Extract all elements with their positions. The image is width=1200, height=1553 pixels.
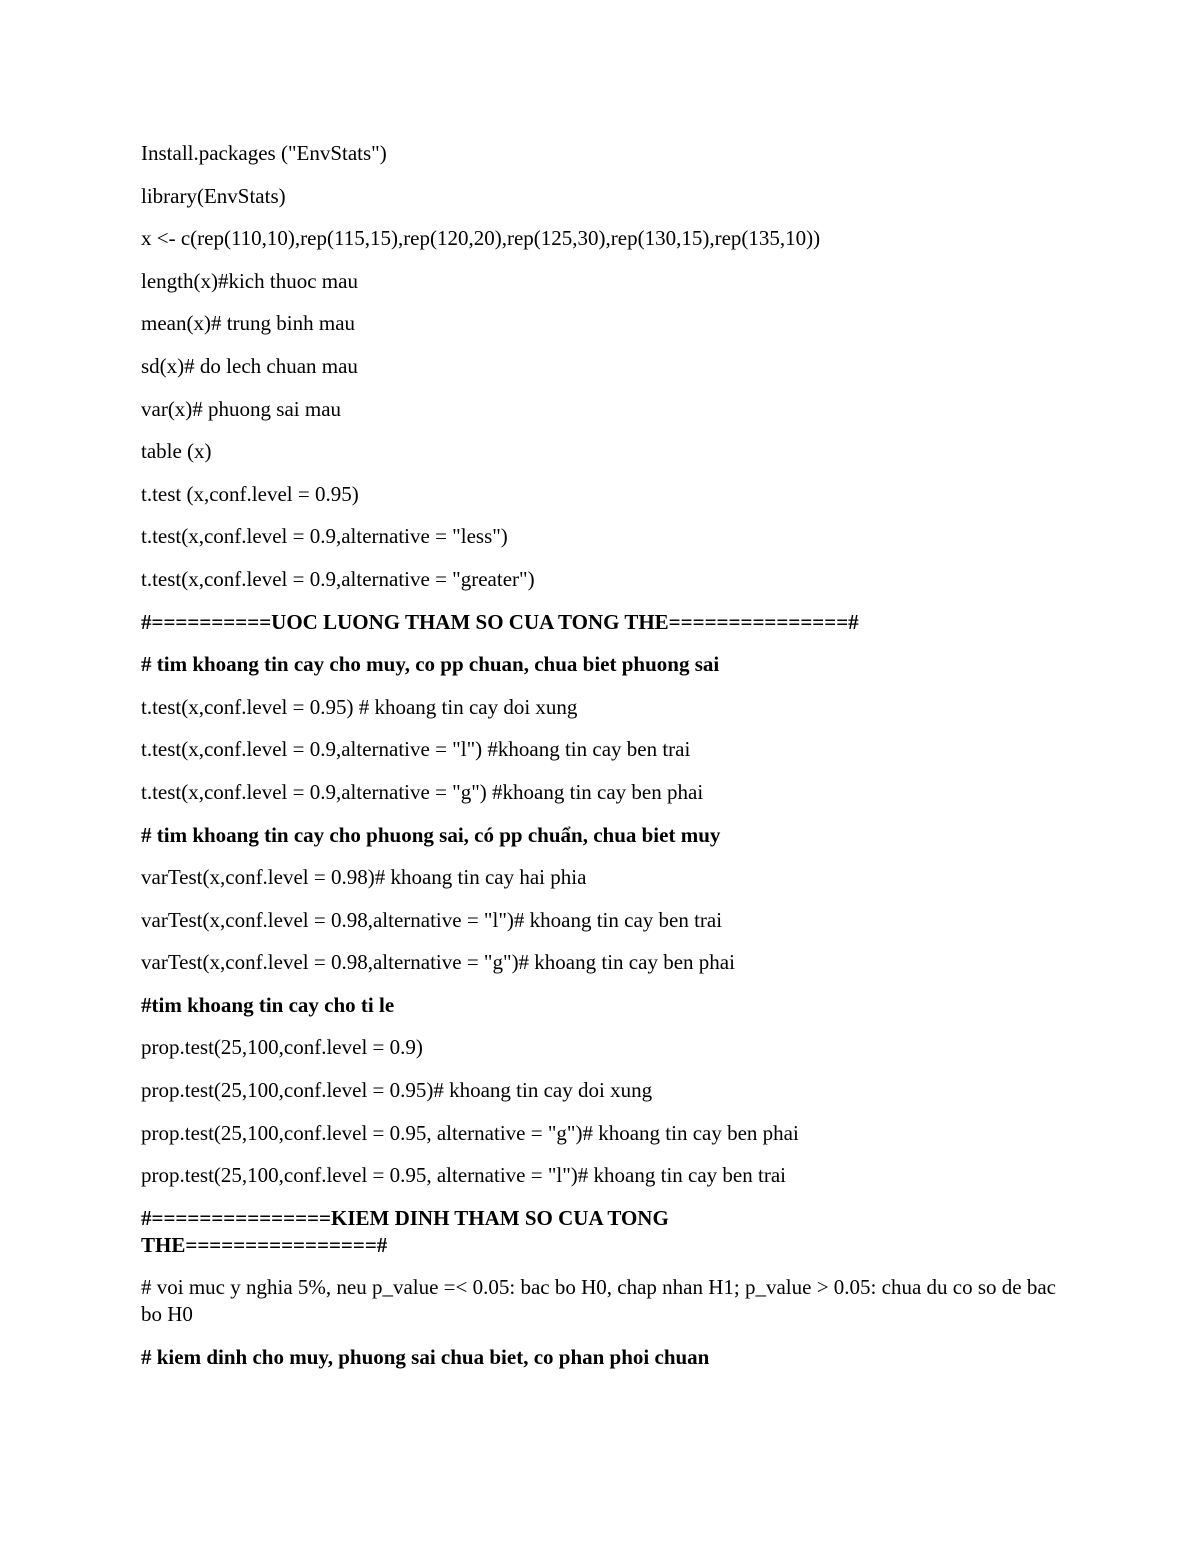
- code-line: prop.test(25,100,conf.level = 0.95, alternative = "g")# khoang tin cay ben phai: [141, 1120, 799, 1145]
- comment-heading: # kiem dinh cho muy, phuong sai chua biet, co phan phoi chuan: [141, 1345, 710, 1370]
- code-line: t.test(x,conf.level = 0.9,alternative = "less"): [141, 524, 508, 549]
- comment-line: # voi muc y nghia 5%, neu p_value =< 0.05: bac bo H0, chap nhan H1; p_value > 0.05: chua du co so de bac bo H0: [141, 1275, 1056, 1327]
- section-heading: #===============KIEM DINH THAM SO CUA TONG THE================#: [141, 1205, 669, 1257]
- code-line: sd(x)# do lech chuan mau: [141, 353, 358, 378]
- code-line: mean(x)# trung binh mau: [141, 311, 356, 336]
- code-line: varTest(x,conf.level = 0.98)# khoang tin cay hai phia: [141, 865, 587, 890]
- comment-heading: #tim khoang tin cay cho ti le: [141, 992, 395, 1017]
- code-line: var(x)# phuong sai mau: [141, 396, 342, 421]
- code-line: t.test(x,conf.level = 0.95) # khoang tin cay doi xung: [141, 694, 578, 719]
- code-line: table (x): [141, 439, 212, 464]
- code-line: prop.test(25,100,conf.level = 0.95, alternative = "l")# khoang tin cay ben trai: [141, 1163, 786, 1188]
- comment-heading: # tim khoang tin cay cho phuong sai, có pp chuẩn, chua biet muy: [141, 822, 721, 847]
- code-line: t.test(x,conf.level = 0.9,alternative = "greater"): [141, 566, 535, 591]
- code-line: library(EnvStats): [141, 183, 286, 208]
- document-body: [141, 140, 1061, 1387]
- code-line: length(x)#kich thuoc mau: [141, 268, 358, 293]
- code-line: prop.test(25,100,conf.level = 0.9): [141, 1035, 423, 1060]
- code-line: Install.packages ("EnvStats"): [141, 141, 387, 165]
- comment-heading: # tim khoang tin cay cho muy, co pp chuan, chua biet phuong sai: [141, 652, 720, 677]
- section-heading: #==========UOC LUONG THAM SO CUA TONG THE===============#: [141, 609, 859, 634]
- code-line: varTest(x,conf.level = 0.98,alternative = "l")# khoang tin cay ben trai: [141, 907, 723, 932]
- code-line: t.test(x,conf.level = 0.9,alternative = "l") #khoang tin cay ben trai: [141, 737, 691, 762]
- code-line: varTest(x,conf.level = 0.98,alternative = "g")# khoang tin cay ben phai: [141, 950, 735, 975]
- code-line: x <- c(rep(110,10),rep(115,15),rep(120,20),rep(125,30),rep(130,15),rep(135,10)): [141, 226, 821, 251]
- code-line: t.test (x,conf.level = 0.95): [141, 481, 359, 506]
- code-line: prop.test(25,100,conf.level = 0.95)# khoang tin cay doi xung: [141, 1078, 653, 1103]
- code-line: t.test(x,conf.level = 0.9,alternative = "g") #khoang tin cay ben phai: [141, 779, 704, 804]
